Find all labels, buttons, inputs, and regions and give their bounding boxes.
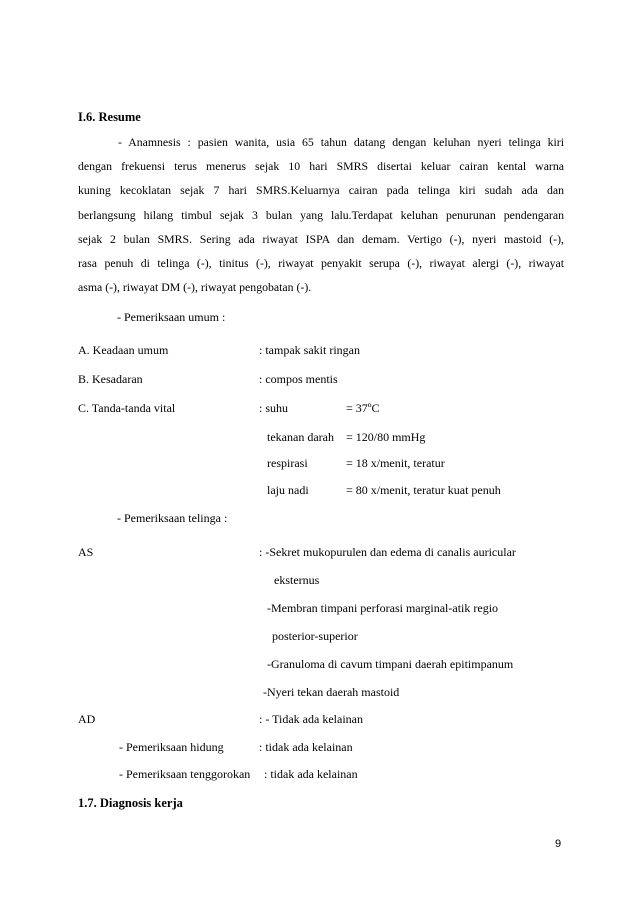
kesadaran-label: B. Kesadaran: [78, 372, 143, 386]
pemeriksaan-tenggorokan-label: - Pemeriksaan tenggorokan: [119, 767, 251, 781]
anamnesis-line: asma (-), riwayat DM (-), riwayat pengobatan (-).: [78, 280, 312, 295]
suhu-label: : suhu: [259, 401, 289, 415]
as-finding-3: -Granuloma di cavum timpani daerah epitimpanum: [267, 657, 514, 671]
as-finding-2-cont: posterior-superior: [272, 629, 358, 643]
resume-heading: I.6. Resume: [78, 110, 141, 124]
as-label: AS: [78, 545, 94, 559]
keadaan-umum-value: : tampak sakit ringan: [259, 343, 360, 357]
pemeriksaan-umum-title: - Pemeriksaan umum :: [117, 310, 226, 324]
page-number: 9: [555, 838, 562, 850]
respirasi-value: = 18 x/menit, teratur: [346, 456, 445, 470]
pemeriksaan-hidung-label: - Pemeriksaan hidung: [119, 740, 224, 754]
as-finding-1: : -Sekret mukopurulen dan edema di canalis auricular: [259, 545, 516, 559]
anamnesis-line: sejak 2 bulan SMRS. Sering ada riwayat ISPA dan demam. Vertigo (-), nyeri mastoid (-),: [78, 231, 564, 246]
anamnesis-line: dengan frekuensi terus menerus sejak 10 hari SMRS disertai keluar cairan kental warna: [78, 159, 564, 174]
tanda-vital-label: C. Tanda-tanda vital: [78, 401, 176, 415]
pemeriksaan-telinga-title: - Pemeriksaan telinga :: [117, 511, 228, 525]
keadaan-umum-label: A. Keadaan umum: [78, 343, 169, 357]
laju-nadi-label: laju nadi: [267, 483, 309, 497]
ad-label: AD: [78, 712, 96, 726]
anamnesis-line: - Anamnesis : pasien wanita, usia 65 tahun datang dengan keluhan nyeri telinga kiri: [118, 135, 564, 149]
tekanan-darah-label: tekanan darah: [267, 430, 334, 444]
respirasi-label: respirasi: [267, 456, 308, 470]
anamnesis-line: kuning kecoklatan sejak 7 hari SMRS.Keluarnya cairan pada telinga kiri sudah ada dan: [78, 183, 564, 198]
anamnesis-line: berlangsung hilang timbul sejak 3 bulan yang lalu.Terdapat keluhan penurunan pendengaran: [78, 207, 564, 222]
pemeriksaan-tenggorokan-value: : tidak ada kelainan: [264, 767, 358, 781]
suhu-value: = 37ºC: [346, 401, 380, 415]
as-finding-4: -Nyeri tekan daerah mastoid: [263, 685, 400, 699]
tekanan-darah-value: = 120/80 mmHg: [346, 430, 426, 444]
diagnosis-heading: 1.7. Diagnosis kerja: [78, 796, 183, 810]
ad-value: : - Tidak ada kelainan: [259, 712, 363, 726]
laju-nadi-value: = 80 x/menit, teratur kuat penuh: [346, 483, 501, 497]
anamnesis-paragraph: [78, 130, 564, 299]
kesadaran-value: : compos mentis: [259, 372, 338, 386]
pemeriksaan-hidung-value: : tidak ada kelainan: [259, 740, 353, 754]
as-finding-2: -Membran timpani perforasi marginal-atik regio: [267, 601, 499, 615]
anamnesis-line: rasa penuh di telinga (-), tinitus (-), riwayat penyakit serupa (-), riwayat alergi (-), riwayat: [78, 255, 564, 270]
as-finding-1-cont: eksternus: [274, 573, 320, 587]
